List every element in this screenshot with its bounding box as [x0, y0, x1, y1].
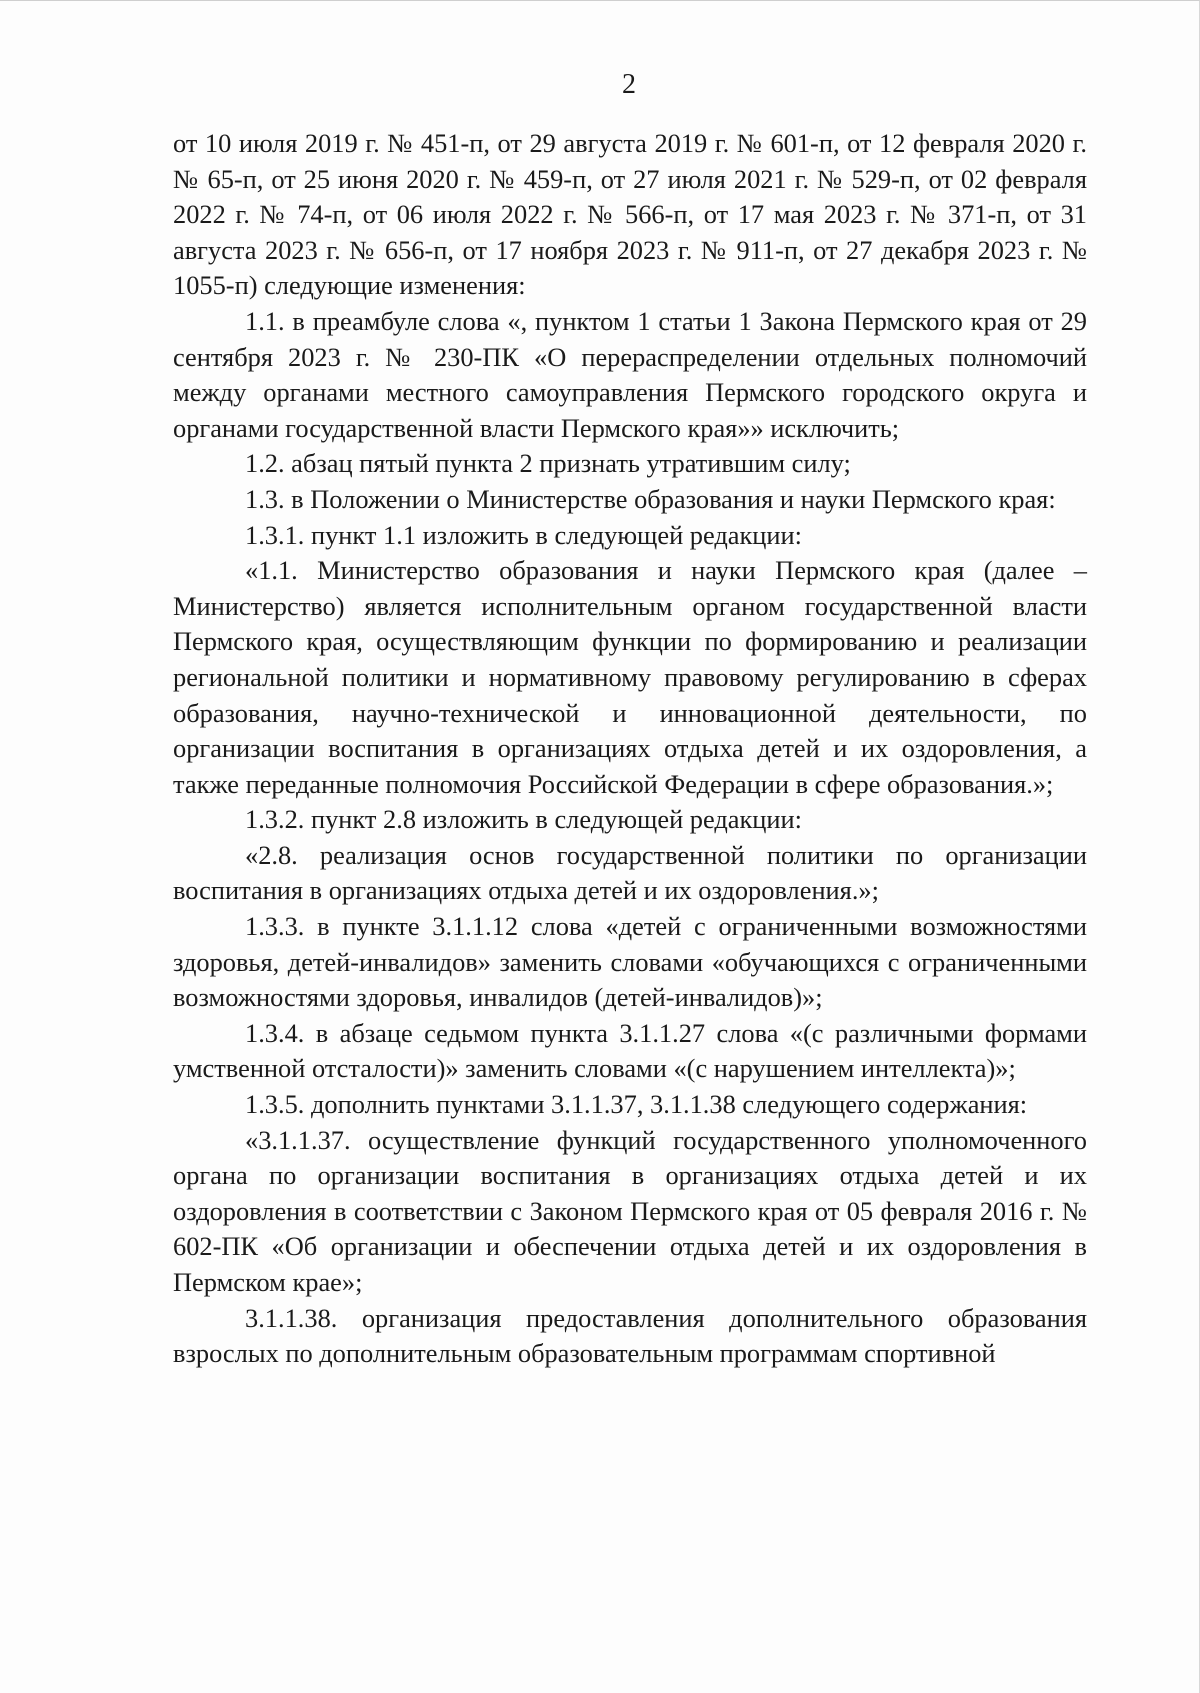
paragraph-1-3-2: 1.3.2. пункт 2.8 изложить в следующей редакции:: [245, 804, 803, 835]
document-body: [173, 126, 1087, 1372]
paragraph-1-2: 1.2. абзац пятый пункта 2 признать утратившим силу;: [245, 448, 851, 479]
paragraph-quote-2-8: «2.8. реализация основ государственной политики по организации воспитания в организациях отдыха детей и их оздоровления.»;: [173, 839, 1087, 906]
paragraph-quote-1-1: «1.1. Министерство образования и науки Пермского края (далее – Министерство) является исполнительным органом государственной власти Пермского края, осуществляющим функции по формированию и реализации региональной политики и нормативному правовому регулированию в сферах образования, научно-технической и инновационной деятельности, по организации воспитания в организациях отдыха детей и их оздоровления, а также переданные полномочия Российской Федерации в сфере образования.»;: [173, 555, 1087, 799]
paragraph-1-3-5: 1.3.5. дополнить пунктами 3.1.1.37, 3.1.1.38 следующего содержания:: [245, 1089, 1028, 1120]
paragraph-3-1-1-38: 3.1.1.38. организация предоставления дополнительного образования взрослых по дополнительным образовательным программам спортивной: [173, 1302, 1087, 1369]
page-number: 2: [622, 69, 636, 100]
paragraph-1-3: 1.3. в Положении о Министерстве образования и науки Пермского края:: [245, 483, 1056, 514]
paragraph-amendment-list: от 10 июля 2019 г. № 451-п, от 29 августа 2019 г. № 601-п, от 12 февраля 2020 г. № 65-п, от 25 июня 2020 г. № 459-п, от 27 июля 2021 г. № 529-п, от 02 февраля 2022 г. № 74-п, от 06 июля 2022 г. № 566-п, от 17 мая 2023 г. № 371-п, от 31 августа 2023 г. № 656-п, от 17 ноября 2023 г. № 911-п, от 27 декабря 2023 г. № 1055-п) следующие изменения:: [173, 128, 1087, 301]
paragraph-1-1: 1.1. в преамбуле слова «, пунктом 1 статьи 1 Закона Пермского края от 29 сентября 2023 г. № 230-ПК «О перераспределении отдельных полномочий между органами местного самоуправления Пермского городского округа и органами государственной власти Пермского края»» исключить;: [173, 305, 1087, 443]
paragraph-quote-3-1-1-37: «3.1.1.37. осуществление функций государственного уполномоченного органа по организации воспитания в организациях отдыха детей и их оздоровления в соответствии с Законом Пермского края от 05 февраля 2016 г. № 602-ПК «Об организации и обеспечении отдыха детей и их оздоровления в Пермском крае»;: [173, 1124, 1087, 1297]
paragraph-1-3-3: 1.3.3. в пункте 3.1.1.12 слова «детей с ограниченными возможностями здоровья, детей-инвалидов» заменить словами «обучающихся с ограниченными возможностями здоровья, инвалидов (детей-инвалидов)»;: [173, 911, 1087, 1013]
paragraph-1-3-4: 1.3.4. в абзаце седьмом пункта 3.1.1.27 слова «(с различными формами умственной отсталости)» заменить словами «(с нарушением интеллекта)»;: [173, 1017, 1087, 1084]
paragraph-1-3-1: 1.3.1. пункт 1.1 изложить в следующей редакции:: [245, 519, 803, 550]
